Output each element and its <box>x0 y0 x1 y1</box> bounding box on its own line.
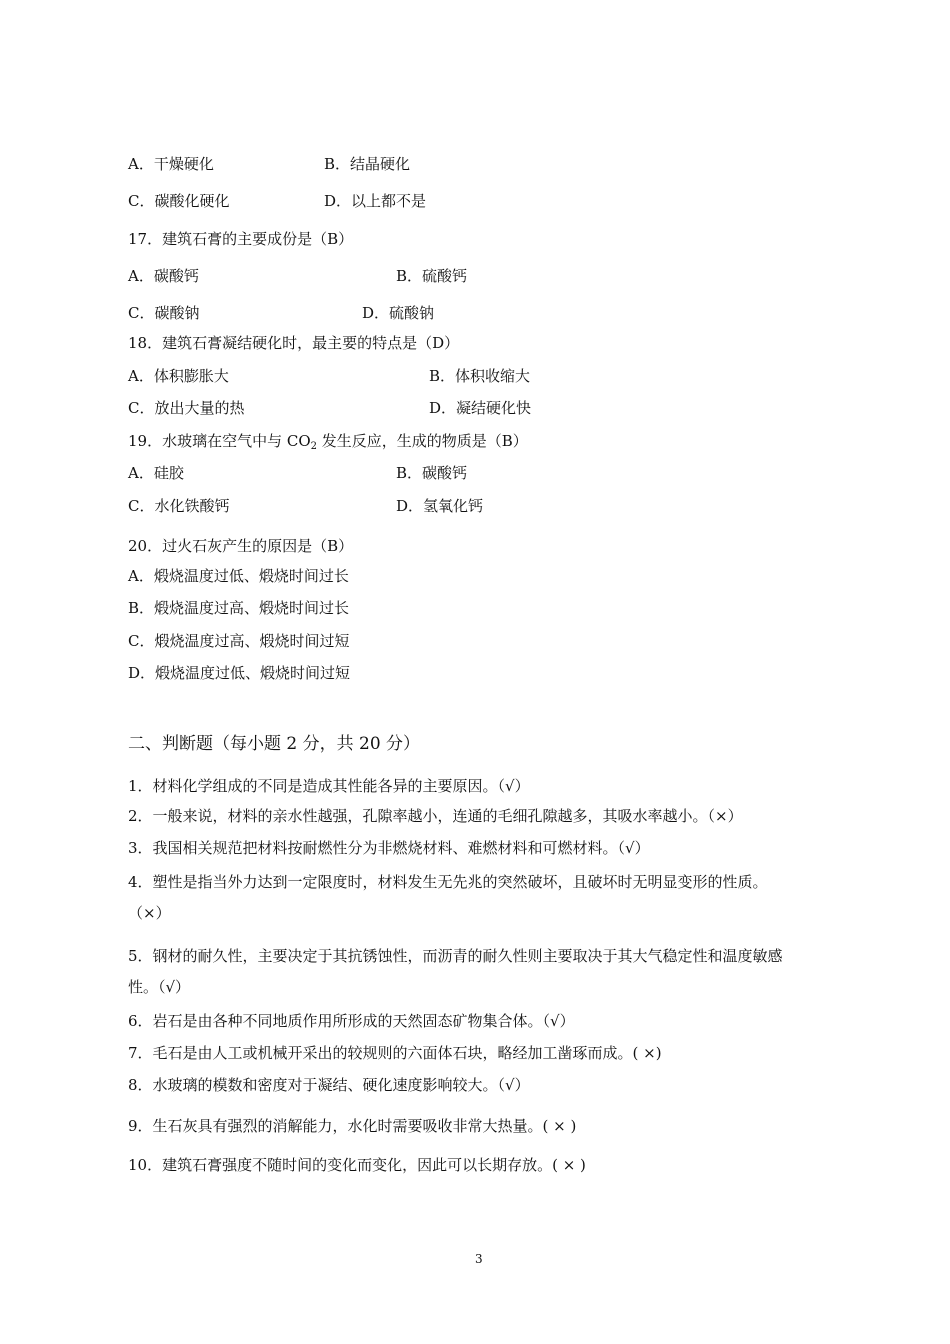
page-number: 3 <box>475 1252 483 1266</box>
q20-option-b: B．煅烧温度过高、煅烧时间过长 <box>128 599 350 617</box>
judge-item: 5．钢材的耐久性，主要决定于其抗锈蚀性，而沥青的耐久性则主要取决于其大气稳定性和温度敏感 <box>128 947 783 965</box>
q16-option-b: B．结晶硬化 <box>324 155 411 173</box>
q19-option-c: C．水化铁酸钙 <box>128 497 230 515</box>
section-title: 二、判断题（每小题 2 分，共 20 分） <box>128 734 421 754</box>
judge-item-continuation: （×） <box>128 904 171 922</box>
judge-item: 3．我国相关规范把材料按耐燃性分为非燃烧材料、难燃材料和可燃材料。（√） <box>128 839 650 857</box>
q18-option-d: D．凝结硬化快 <box>429 399 532 417</box>
judge-item: 9．生石灰具有强烈的消解能力，水化时需要吸收非常大热量。( × ) <box>128 1117 577 1135</box>
q20-option-d: D．煅烧温度过低、煅烧时间过短 <box>128 664 351 682</box>
q19-option-a: A．硅胶 <box>128 464 184 482</box>
q19-option-d: D．氢氧化钙 <box>396 497 484 515</box>
judge-item: 4．塑性是指当外力达到一定限度时，材料发生无先兆的突然破坏，且破坏时无明显变形的性质。 <box>128 873 768 891</box>
q18-option-c: C．放出大量的热 <box>128 399 245 417</box>
judge-item-continuation: 性。（√） <box>128 978 191 996</box>
q16-option-c: C．碳酸化硬化 <box>128 192 230 210</box>
q18-option-a: A．体积膨胀大 <box>128 367 229 385</box>
q18-stem: 18．建筑石膏凝结硬化时，最主要的特点是（D） <box>128 334 460 352</box>
judge-item: 8．水玻璃的模数和密度对于凝结、硬化速度影响较大。（√） <box>128 1076 530 1094</box>
judge-item: 6．岩石是由各种不同地质作用所形成的天然固态矿物集合体。（√） <box>128 1012 575 1030</box>
q16-option-a: A．干燥硬化 <box>128 155 214 173</box>
q17-option-c: C．碳酸钠 <box>128 304 200 322</box>
judge-item: 2．一般来说，材料的亲水性越强，孔隙率越小，连通的毛细孔隙越多，其吸水率越小。（×） <box>128 807 743 825</box>
q17-option-b: B．硫酸钙 <box>396 267 468 285</box>
q19-stem-subscript: 2 <box>310 441 318 452</box>
q20-stem: 20．过火石灰产生的原因是（B） <box>128 537 354 555</box>
q20-option-a: A．煅烧温度过低、煅烧时间过长 <box>128 567 349 585</box>
q19-stem-pre: 19．水玻璃在空气中与 CO <box>128 432 311 450</box>
q17-option-a: A．碳酸钙 <box>128 267 199 285</box>
q19-stem-post: 发生反应，生成的物质是（B） <box>317 432 528 450</box>
judge-item: 7．毛石是由人工或机械开采出的较规则的六面体石块，略经加工凿琢而成。( ×) <box>128 1044 662 1062</box>
judge-item: 10．建筑石膏强度不随时间的变化而变化，因此可以长期存放。( × ) <box>128 1156 586 1174</box>
q17-stem: 17．建筑石膏的主要成份是（B） <box>128 230 354 248</box>
q20-option-c: C．煅烧温度过高、煅烧时间过短 <box>128 632 350 650</box>
q19-stem <box>128 431 528 457</box>
judge-item: 1．材料化学组成的不同是造成其性能各异的主要原因。（√） <box>128 777 530 795</box>
q18-option-b: B．体积收缩大 <box>429 367 531 385</box>
q19-option-b: B．碳酸钙 <box>396 464 468 482</box>
q16-option-d: D．以上都不是 <box>324 192 427 210</box>
q17-option-d: D．硫酸钠 <box>362 304 435 322</box>
